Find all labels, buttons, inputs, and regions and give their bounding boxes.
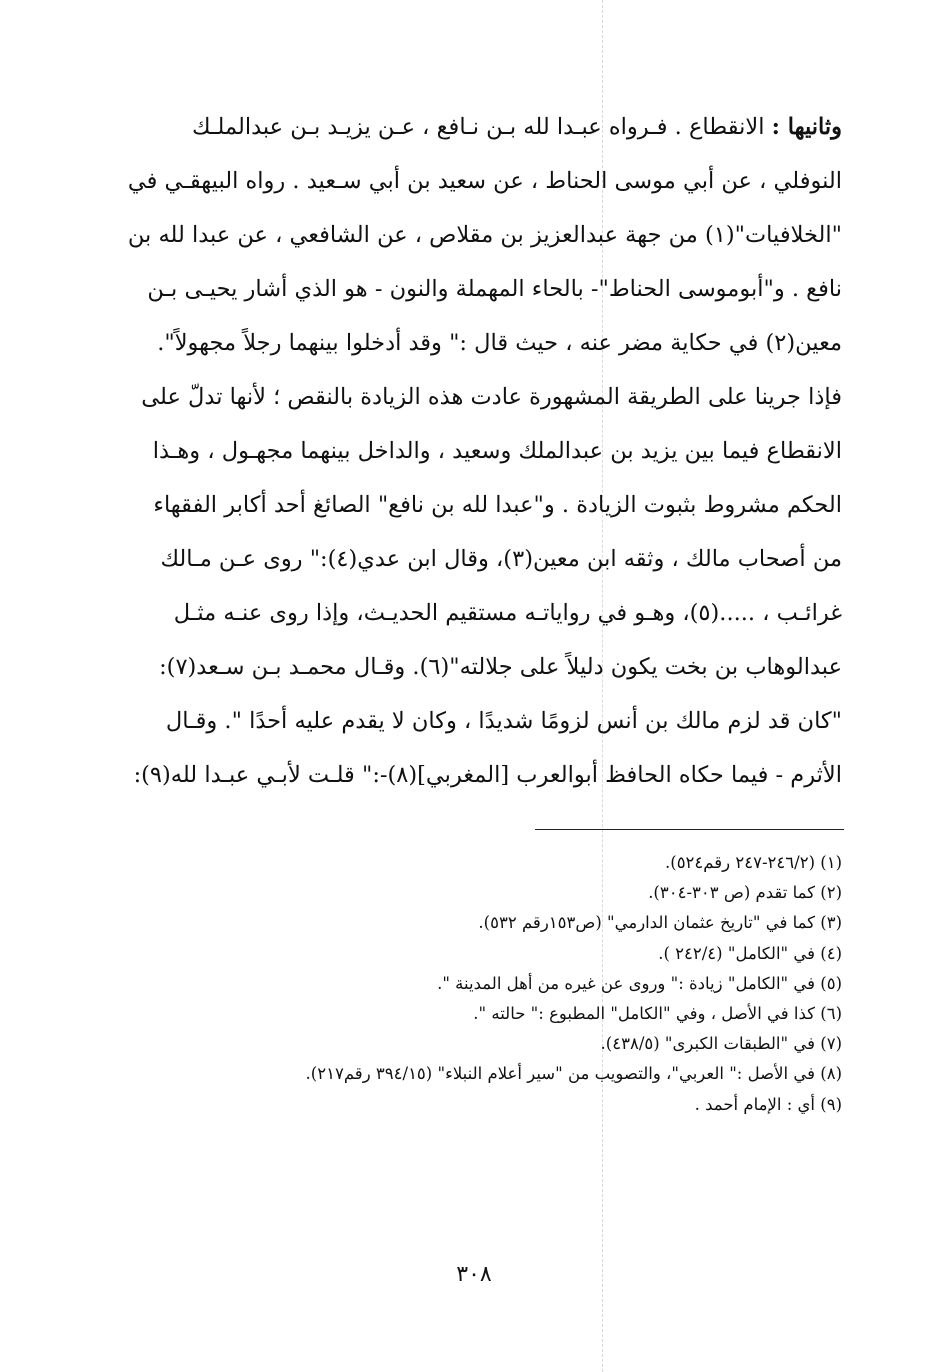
line-text: "الخلافيات"(١) من جهة عبدالعزيز بن مقلاص ، عن الشافعي ، عن عبدا لله بن <box>127 222 842 248</box>
footnote-item: (٨) في الأصل :" العربي"، والتصويب من "سير أعلام النبلاء" (٣٩٤/١٥ رقم٢١٧). <box>305 1064 842 1084</box>
text-line <box>104 640 842 694</box>
text-line <box>104 478 842 532</box>
section-lead: وثانيها : <box>771 114 842 140</box>
text-line <box>104 424 842 478</box>
footnote-item: (٢) كما تقدم (ص ٣٠٣-٣٠٤). <box>648 883 842 903</box>
line-text: معين(٢) في حكاية مضر عنه ، حيث قال :" وقد أدخلوا بينهما رجلاً مجهولاً". <box>157 330 842 356</box>
main-text-block <box>104 100 842 802</box>
line-text: فإذا جرينا على الطريقة المشهورة عادت هذه الزيادة بالنقص ؛ لأنها تدلّ على <box>141 384 842 410</box>
footnote-item: (١) (٢٤٦/٢-٢٤٧ رقم٥٢٤). <box>665 853 842 872</box>
text-line <box>104 370 842 424</box>
line-text: عبدالوهاب بن بخت يكون دليلاً على جلالته"(٦). وقـال محمـد بـن سـعد(٧): <box>159 654 842 680</box>
page-number: ٣٠٨ <box>456 1262 492 1287</box>
footnote-item: (٦) كذا في الأصل ، وفي "الكامل" المطبوع :" حالته ". <box>473 1003 842 1023</box>
line-text: الانقطاع فيما بين يزيد بن عبدالملك وسعيد ، والداخل بينهما مجهـول ، وهـذا <box>152 438 842 464</box>
text-line <box>104 586 842 640</box>
text-line <box>104 262 842 316</box>
line-text: الأثرم - فيما حكاه الحافظ أبوالعرب [المغربي](٨)-:" قلـت لأبـي عبـدا لله(٩): <box>133 762 842 788</box>
text-line <box>104 748 842 802</box>
line-text: الحكم مشروط بثبوت الزيادة . و"عبدا لله بن نافع" الصائغ أحد أكابر الفقهاء <box>153 492 842 518</box>
line-text: من أصحاب مالك ، وثقه ابن معين(٣)، وقال ابن عدي(٤):" روى عـن مـالك <box>160 546 842 572</box>
line-text: غرائـب ، .....(٥)، وهـو في رواياتـه مستقيم الحديـث، وإذا روى عنـه مثـل <box>173 600 842 626</box>
footnote-item: (٩) أي : الإمام أحمد . <box>694 1094 842 1114</box>
text-line <box>104 154 842 208</box>
text-line <box>104 208 842 262</box>
footnote-item: (٤) في "الكامل" (٢٤٢/٤ ). <box>658 943 842 963</box>
text-line <box>104 694 842 748</box>
text-line <box>104 100 842 154</box>
footnote-item: (٥) في "الكامل" زيادة :" وروى عن غيره من أهل المدينة ". <box>437 973 842 993</box>
line-text: "كان قد لزم مالك بن أنس لزومًا شديدًا ، وكان لا يقدم عليه أحدًا ". وقـال <box>165 708 842 734</box>
line-text: نافع . و"أبوموسى الحناط"- بالحاء المهملة والنون - هو الذي أشار يحيـى بـن <box>147 276 842 302</box>
line-text: النوفلي ، عن أبي موسى الحناط ، عن سعيد بن أبي سـعيد . رواه البيهقـي في <box>127 168 842 194</box>
text-line <box>104 316 842 370</box>
text-line <box>104 532 842 586</box>
footnotes-block <box>104 848 842 1120</box>
footnote-divider <box>535 829 844 830</box>
footnote-item: (٧) في "الطبقات الكبرى" (٤٣٨/٥). <box>600 1034 842 1054</box>
line-text: الانقطاع . فـرواه عبـدا لله بـن نـافع ، عـن يزيـد بـن عبدالملـك <box>191 114 772 140</box>
footnote-item: (٣) كما في "تاريخ عثمان الدارمي" (ص١٥٣رقم ٥٣٢). <box>478 913 842 933</box>
